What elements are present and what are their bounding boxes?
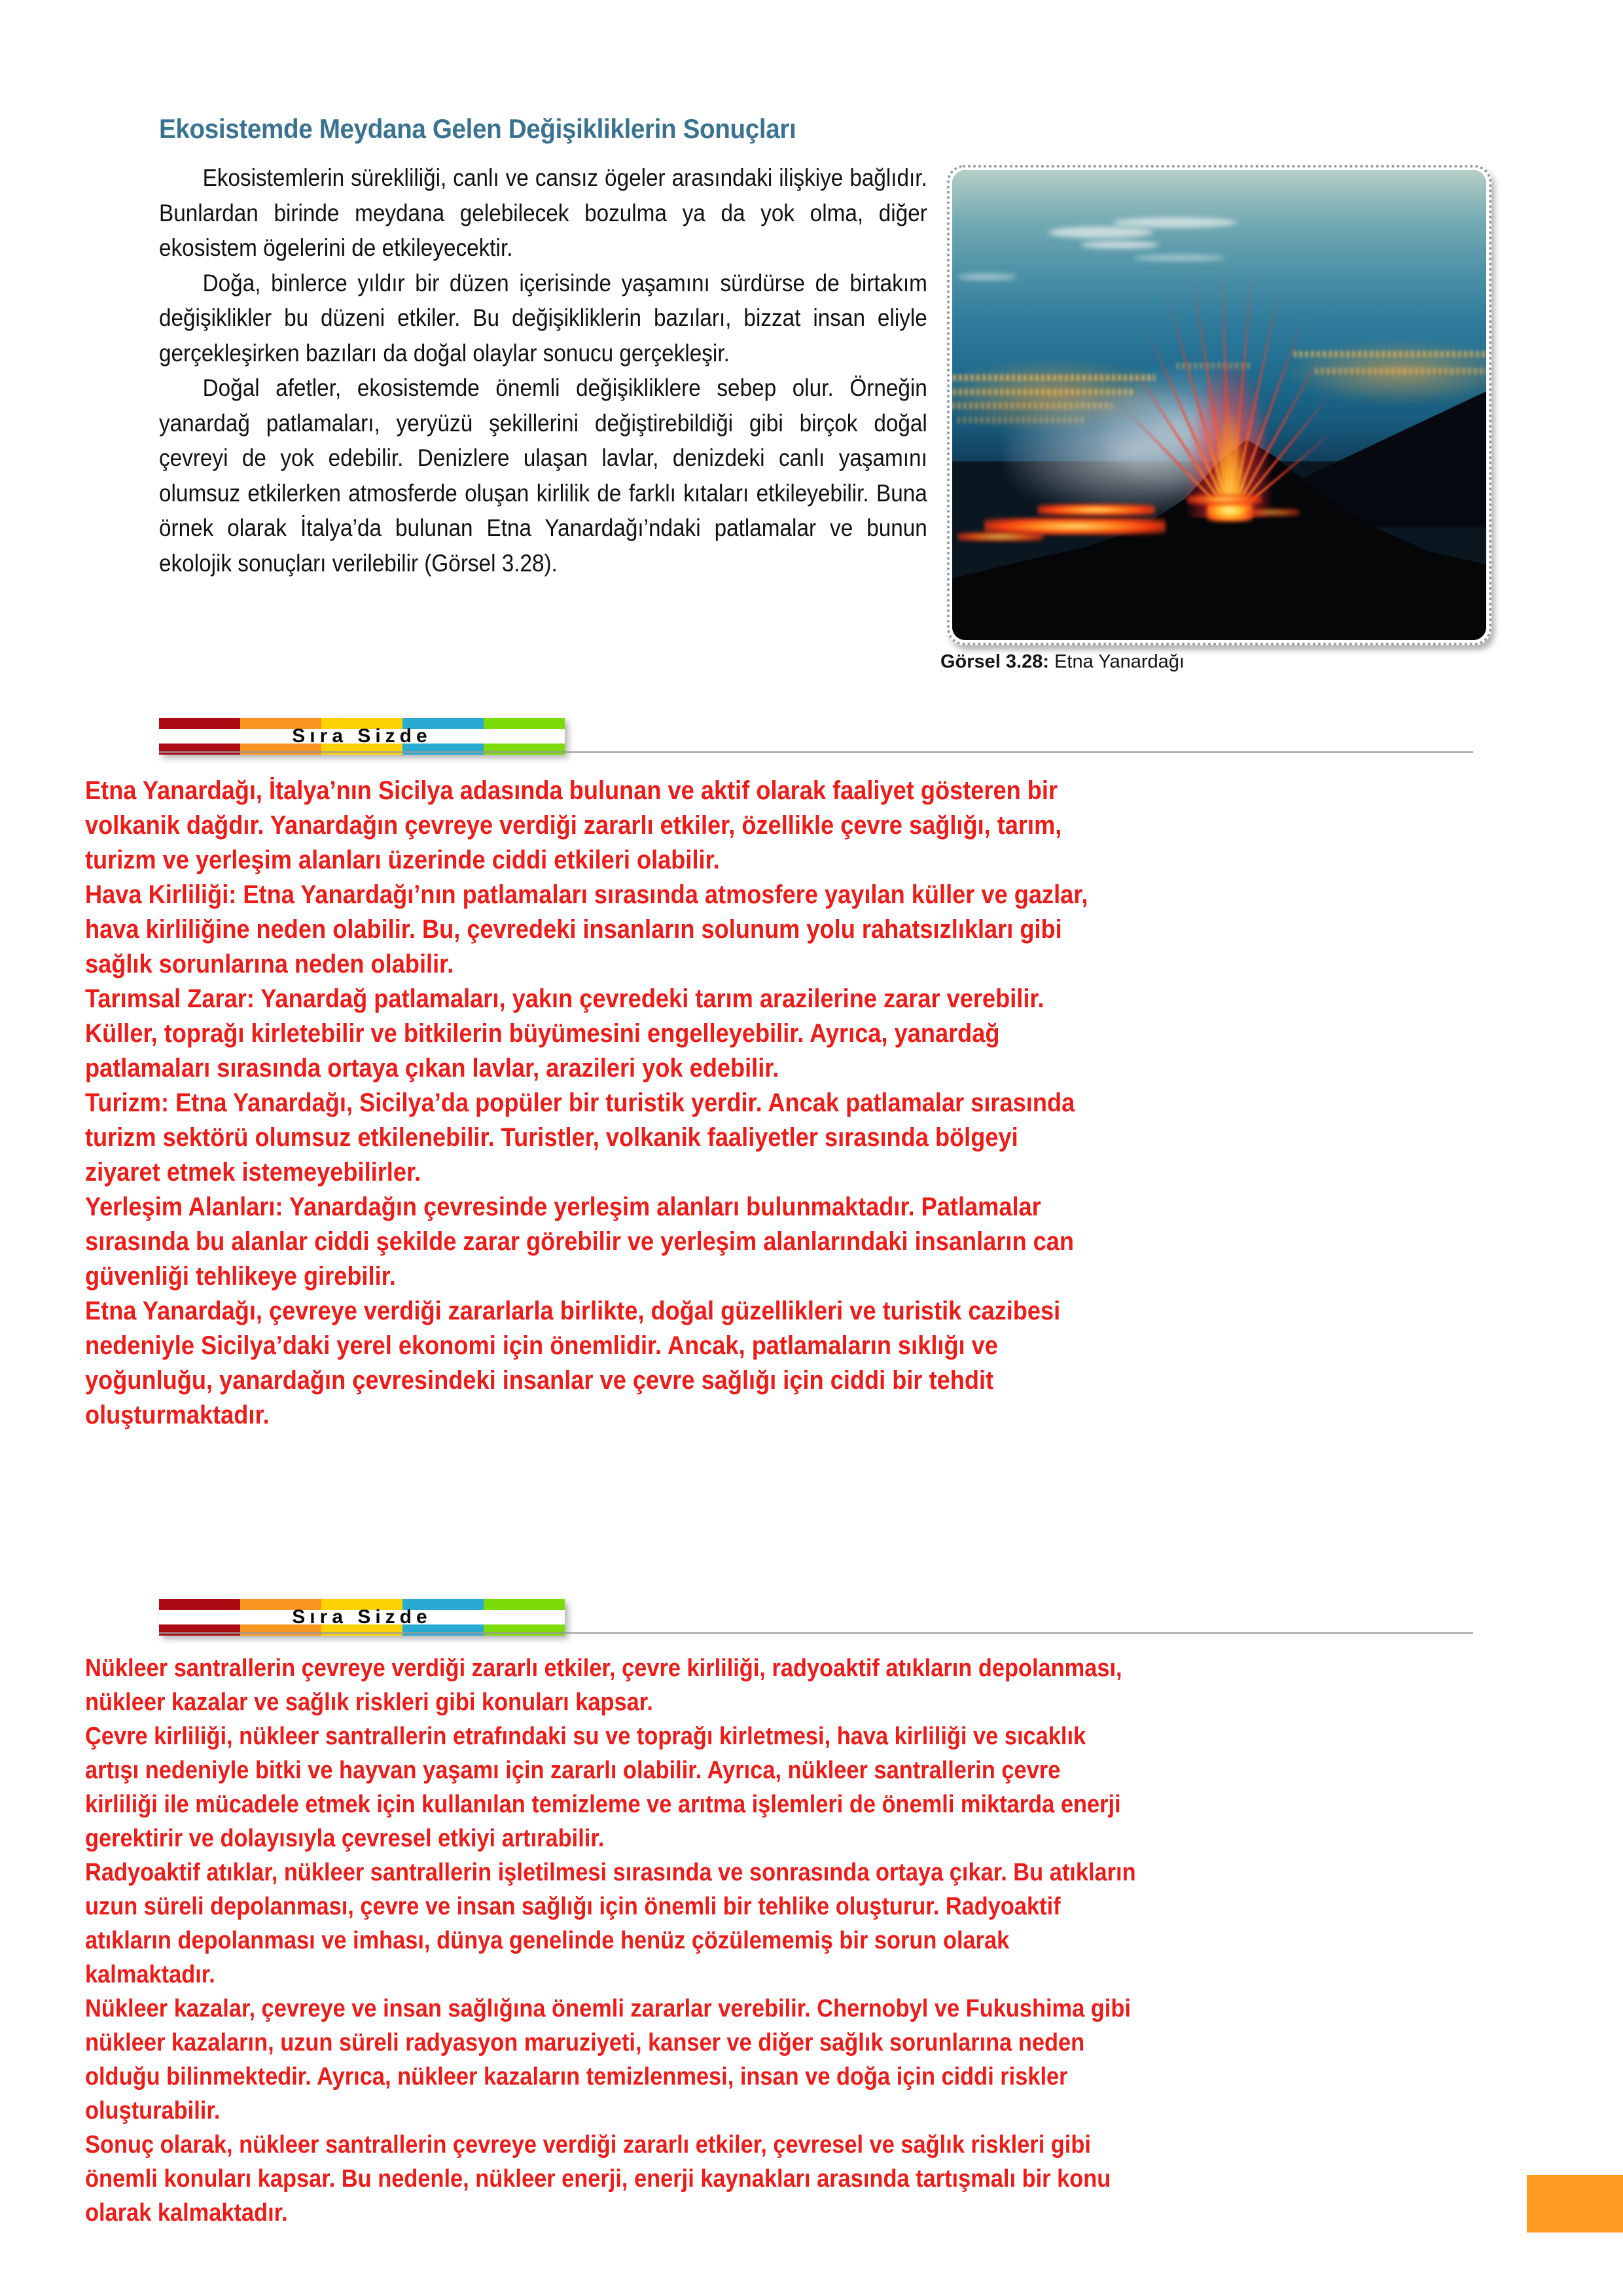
article-body — [159, 160, 928, 581]
answer-line: uzun süreli depolanması, çevre ve insan sağlığı için önemli bir tehlike oluşturur. Radyoaktif — [85, 1893, 1061, 1920]
answer-line: nükleer kazalar ve sağlık riskleri gibi konuları kapsar. — [85, 1689, 653, 1716]
answer-line: artışı nedeniyle bitki ve hayvan yaşamı için zararlı olabilir. Ayrıca, nükleer santrallerin çevre — [85, 1757, 1061, 1784]
answer-line: Hava Kirliliği: Etna Yanardağı’nın patlamaları sırasında atmosfere yayılan küller ve gazlar, — [85, 880, 1088, 909]
answer-block-nuclear — [85, 1651, 1525, 2230]
body-paragraph-3: Doğal afetler, ekosistemde önemli değişikliklere sebep olur. Örneğin yanardağ patlamaları, yeryüzü şekillerini değiştirebildiği gibi birçok doğal çevreyi de yok edebilir. Denizlere ulaşan lavlar, denizdeki canlı yaşamını olumsuz etkilerken atmosferde oluşan kirlilik de farklı kıtaları etkileyebilir. Buna örnek olarak İtalya’da bulunan Etna Yanardağı’ndaki patlamalar ve bunun ekolojik sonuçları verilebilir (Görsel 3.28). — [159, 374, 927, 577]
lava-flow — [957, 532, 1043, 541]
answer-line: olduğu bilinmektedir. Ayrıca, nükleer kazaların temizlenmesi, insan ve doğa için ciddi riskler — [85, 2063, 1068, 2090]
sira-sizde-banner-2 — [159, 1599, 565, 1636]
answer-line: turizm sektörü olumsuz etkilenebilir. Turistler, volkanik faaliyetler sırasında bölgeyi — [85, 1123, 1018, 1152]
lava-flow — [1038, 504, 1156, 516]
cloud-icon — [957, 274, 1016, 280]
cloud-icon — [1113, 217, 1237, 228]
figure-caption-text: Etna Yanardağı — [1049, 651, 1185, 672]
page-edge-marker — [1527, 2175, 1623, 2233]
answer-line: Yerleşim Alanları: Yanardağın çevresinde yerleşim alanları bulunmaktadır. Patlamalar — [85, 1193, 1041, 1221]
answer-line: Turizm: Etna Yanardağı, Sicilya’da popüler bir turistik yerdir. Ancak patlamalar sırasında — [85, 1088, 1075, 1117]
lava-flow — [1187, 494, 1262, 505]
answer-line: nükleer kazaların, uzun süreli radyasyon maruziyeti, kanser ve diğer sağlık sorunlarına neden — [85, 2029, 1085, 2056]
figure-caption — [940, 651, 1185, 673]
answer-line: turizm ve yerleşim alanları üzerinde ciddi etkileri olabilir. — [85, 846, 720, 874]
answer-line: Nükleer santrallerin çevreye verdiği zararlı etkiler, çevre kirliliği, radyoaktif atıkların depolanması, — [85, 1655, 1122, 1682]
answer-line: Nükleer kazalar, çevreye ve insan sağlığına önemli zararlar verebilir. Chernobyl ve Fukushima gibi — [85, 1995, 1131, 2022]
answer-line: Radyoaktif atıklar, nükleer santrallerin işletilmesi sırasında ve sonrasında ortaya çıkar. Bu atıkların — [85, 1859, 1136, 1886]
answer-line: volkanik dağdır. Yanardağın çevreye verdiği zararlı etkiler, özellikle çevre sağlığı, tarım, — [85, 811, 1062, 840]
page-title: Ekosistemde Meydana Gelen Değişikliklerin Sonuçları — [159, 113, 796, 144]
sira-sizde-banner-1 — [159, 718, 565, 755]
lava-flow — [1246, 509, 1300, 516]
answer-line: Küller, toprağı kirletebilir ve bitkilerin büyümesini engelleyebilir. Ayrıca, yanardağ — [85, 1019, 1000, 1048]
answer-line: oluşturabilir. — [85, 2097, 221, 2125]
banner-rule-1 — [159, 751, 1473, 753]
figure-caption-label: Görsel 3.28: — [940, 651, 1050, 672]
lava-fountain — [1160, 245, 1299, 518]
answer-line: Etna Yanardağı, çevreye verdiği zararlarla birlikte, doğal güzellikleri ve turistik cazibesi — [85, 1297, 1061, 1325]
answer-line: Tarımsal Zarar: Yanardağ patlamaları, yakın çevredeki tarım arazilerine zarar verebilir. — [85, 984, 1044, 1013]
banner-rule-2 — [159, 1632, 1473, 1634]
answer-line: güvenliği tehlikeye girebilir. — [85, 1262, 396, 1291]
answer-line: Etna Yanardağı, İtalya’nın Sicilya adasında bulunan ve aktif olarak faaliyet gösteren bir — [85, 776, 1058, 805]
answer-line: gerektirir ve dolayısıyla çevresel etkiyi artırabilir. — [85, 1825, 605, 1852]
answer-line: sırasında bu alanlar ciddi şekilde zarar görebilir ve yerleşim alanlarındaki insanların can — [85, 1227, 1074, 1256]
volcano-figure — [947, 165, 1491, 645]
city-lights — [1315, 368, 1486, 374]
answer-line: ziyaret etmek istemeyebilirler. — [85, 1158, 421, 1187]
answer-line: sağlık sorunlarına neden olabilir. — [85, 950, 454, 978]
answer-line: yoğunluğu, yanardağın çevresindeki insanlar ve çevre sağlığı için ciddi bir tehdit — [85, 1366, 994, 1395]
answer-line: nedeniyle Sicilya’daki yerel ekonomi için önemlidir. Ancak, patlamaların sıklığı ve — [85, 1331, 998, 1360]
answer-block-etna — [85, 774, 1499, 1433]
answer-line: oluşturmaktadır. — [85, 1401, 270, 1429]
body-paragraph-2: Doğa, binlerce yıldır bir düzen içerisinde yaşamını sürdürse de birtakım değişiklikler bu düzeni etkiler. Bu değişikliklerin bazıları, bizzat insan eliyle gerçekleşirken bazıları da doğal olaylar sonucu gerçekleşir. — [159, 269, 927, 367]
answer-line: hava kirliliğine neden olabilir. Bu, çevredeki insanların solunum yolu rahatsızlıkları gibi — [85, 915, 1062, 944]
answer-line: kirliliği ile mücadele etmek için kullanılan temizleme ve arıtma işlemleri de önemli miktarda enerji — [85, 1791, 1121, 1818]
body-paragraph-1: Ekosistemlerin sürekliliği, canlı ve cansız ögeler arasındaki ilişkiye bağlıdır. Bunlardan birinde meydana gelebilecek bozulma ya da yok olma, diğer ekosistem ögelerini de etkileyecektir. — [159, 164, 927, 261]
answer-line: kalmaktadır. — [85, 1961, 215, 1988]
sira-sizde-label: Sıra Sizde — [292, 1606, 432, 1628]
volcano-photo — [952, 170, 1486, 640]
answer-line: olarak kalmaktadır. — [85, 2199, 288, 2227]
answer-line: patlamaları sırasında ortaya çıkan lavlar, arazileri yok edebilir. — [85, 1054, 779, 1083]
answer-line: atıkların depolanması ve imhası, dünya genelinde henüz çözülememiş bir sorun olarak — [85, 1927, 1010, 1954]
cloud-icon — [1080, 241, 1159, 249]
answer-line: önemli konuları kapsar. Bu nedenle, nükleer enerji, enerji kaynakları arasında tartışmalı bir konu — [85, 2165, 1111, 2193]
sira-sizde-label: Sıra Sizde — [292, 725, 432, 747]
answer-line: Sonuç olarak, nükleer santrallerin çevreye verdiği zararlı etkiler, çevresel ve sağlık riskleri gibi — [85, 2131, 1091, 2159]
answer-line: Çevre kirliliği, nükleer santrallerin etrafındaki su ve toprağı kirletmesi, hava kirliliği ve sıcaklık — [85, 1723, 1086, 1750]
